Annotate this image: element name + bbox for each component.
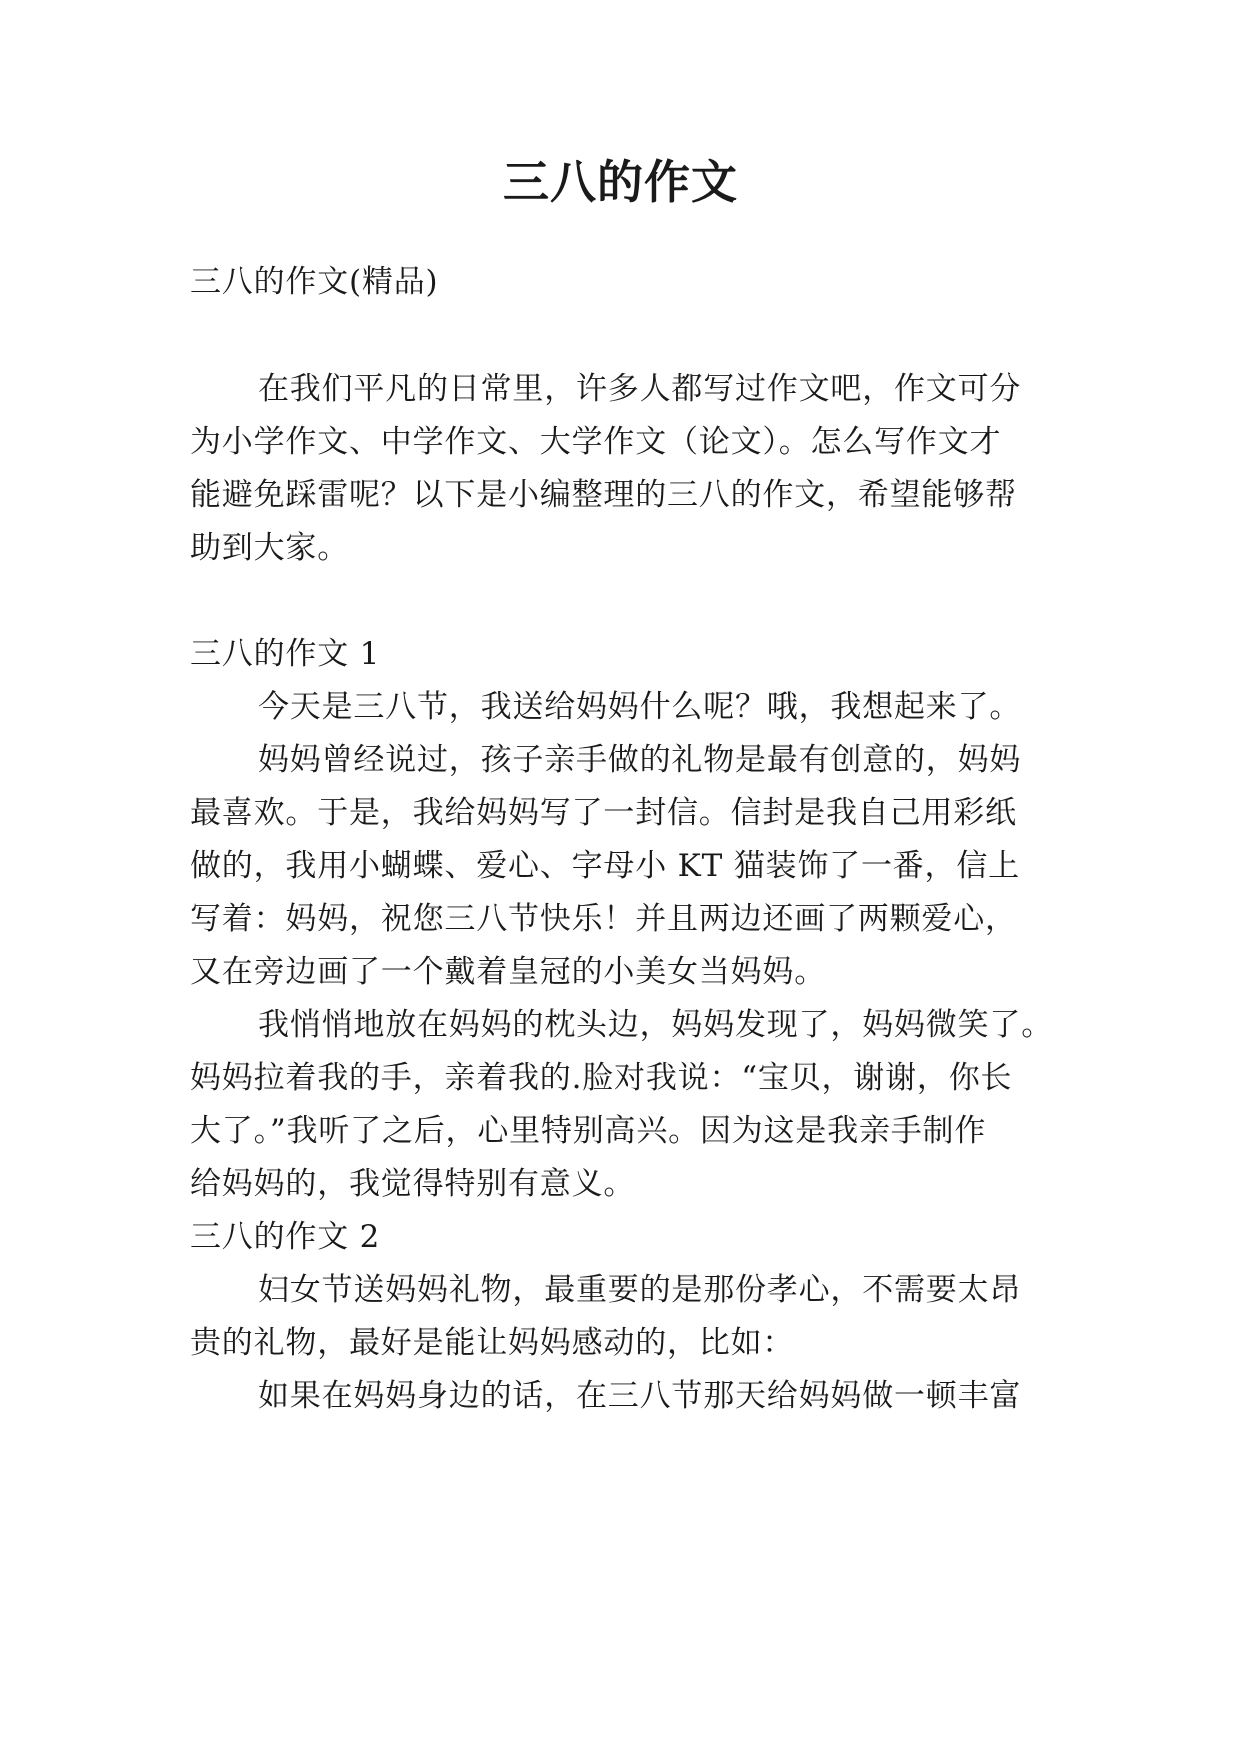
essay2-line: 如果在妈妈身边的话，在三八节那天给妈妈做一顿丰富	[258, 1378, 1022, 1414]
essay1-line: 最喜欢。于是，我给妈妈写了一封信。信封是我自己用彩纸	[190, 795, 1017, 831]
essay2-heading: 三八的作文 2	[190, 1219, 381, 1255]
essay1-line: 我悄悄地放在妈妈的枕头边，妈妈发现了，妈妈微笑了。	[258, 1007, 1053, 1043]
essay1-line: 给妈妈的，我觉得特别有意义。	[190, 1166, 636, 1202]
essay1-line: 做的，我用小蝴蝶、爱心、字母小 KT 猫装饰了一番，信上	[190, 848, 1020, 884]
document-subtitle: 三八的作文(精品)	[190, 264, 439, 300]
essay1-line: 妈妈拉着我的手，亲着我的.脸对我说：“宝贝，谢谢，你长	[190, 1060, 1013, 1096]
essay2-line: 贵的礼物，最好是能让妈妈感动的，比如：	[190, 1325, 795, 1361]
essay1-line: 大了。”我听了之后，心里特别高兴。因为这是我亲手制作	[190, 1113, 987, 1149]
essay2-line: 妇女节送妈妈礼物，最重要的是那份孝心，不需要太昂	[258, 1272, 1022, 1308]
essay1-line: 又在旁边画了一个戴着皇冠的小美女当妈妈。	[190, 954, 826, 990]
essay1-line: 写着：妈妈，祝您三八节快乐！并且两边还画了两颗爱心，	[190, 901, 1017, 937]
essay1-heading: 三八的作文 1	[190, 636, 381, 672]
document-title: 三八的作文	[503, 155, 738, 209]
intro-line: 为小学作文、中学作文、大学作文（论文）。怎么写作文才	[190, 424, 1002, 460]
intro-line: 在我们平凡的日常里，许多人都写过作文吧，作文可分	[258, 371, 1022, 407]
essay1-line: 今天是三八节，我送给妈妈什么呢？哦，我想起来了。	[258, 689, 1022, 725]
intro-line: 助到大家。	[190, 530, 349, 566]
intro-line: 能避免踩雷呢？以下是小编整理的三八的作文，希望能够帮	[190, 477, 1017, 513]
essay1-line: 妈妈曾经说过，孩子亲手做的礼物是最有创意的，妈妈	[258, 742, 1022, 778]
